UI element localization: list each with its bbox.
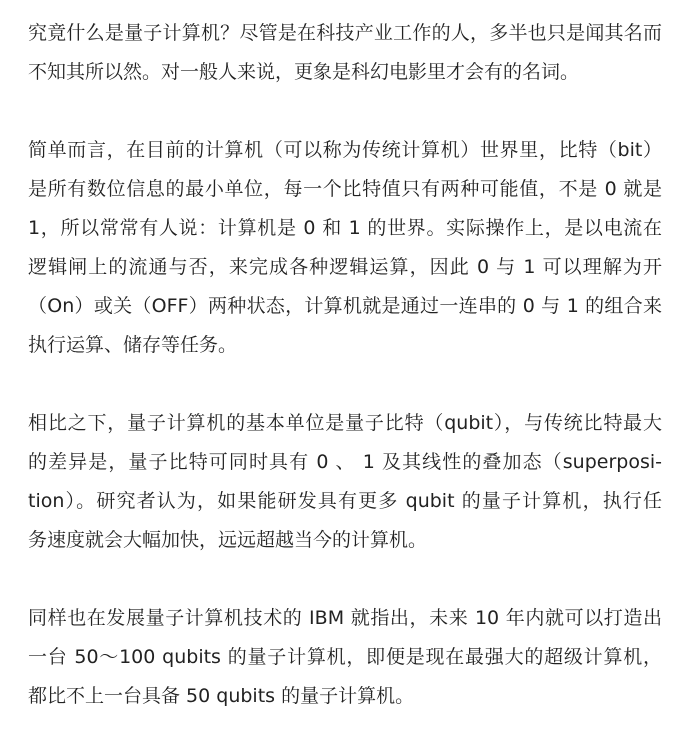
paragraph-classical-bits (28, 131, 662, 365)
text-line: 不知其所以然。对一般人来说，更象是科幻电影里才会有的名词。 (28, 61, 580, 83)
article-body (28, 14, 662, 755)
text-line: 1，所以常常有人说：计算机是 0 和 1 的世界。实际操作上，是以电流在 (28, 217, 662, 239)
text-line: 都比不上一台具备 50 qubits 的量子计算机。 (28, 685, 415, 707)
text-line: 务速度就会大幅加快，远远超越当今的计算机。 (28, 529, 428, 551)
text-line: 同样也在发展量子计算机技术的 IBM 就指出，未来 10 年内就可以打造出 (28, 607, 662, 629)
text-line: tion）。研究者认为，如果能研发具有更多 qubit 的量子计算机，执行任 (28, 490, 662, 512)
text-line: 是所有数位信息的最小单位，每一个比特值只有两种可能值，不是 0 就是 (28, 178, 662, 200)
text-line: 执行运算、储存等任务。 (28, 334, 238, 356)
text-line: 究竟什么是量子计算机？尽管是在科技产业工作的人，多半也只是闻其名而 (28, 22, 662, 44)
text-line: 简单而言，在目前的计算机（可以称为传统计算机）世界里，比特（bit） (28, 139, 662, 161)
text-line: 逻辑闸上的流通与否，来完成各种逻辑运算，因此 0 与 1 可以理解为开 (28, 256, 662, 278)
text-line: （On）或关（OFF）两种状态，计算机就是通过一连串的 0 与 1 的组合来 (28, 295, 662, 317)
text-line: 一台 50～100 qubits 的量子计算机，即便是现在最强大的超级计算机， (28, 646, 662, 668)
text-line: 的差异是，量子比特可同时具有 0 、 1 及其线性的叠加态（superposi- (28, 451, 662, 473)
paragraph-intro (28, 14, 662, 92)
paragraph-qubits (28, 404, 662, 560)
paragraph-ibm (28, 599, 662, 716)
text-line: 相比之下，量子计算机的基本单位是量子比特（qubit），与传统比特最大 (28, 412, 662, 434)
